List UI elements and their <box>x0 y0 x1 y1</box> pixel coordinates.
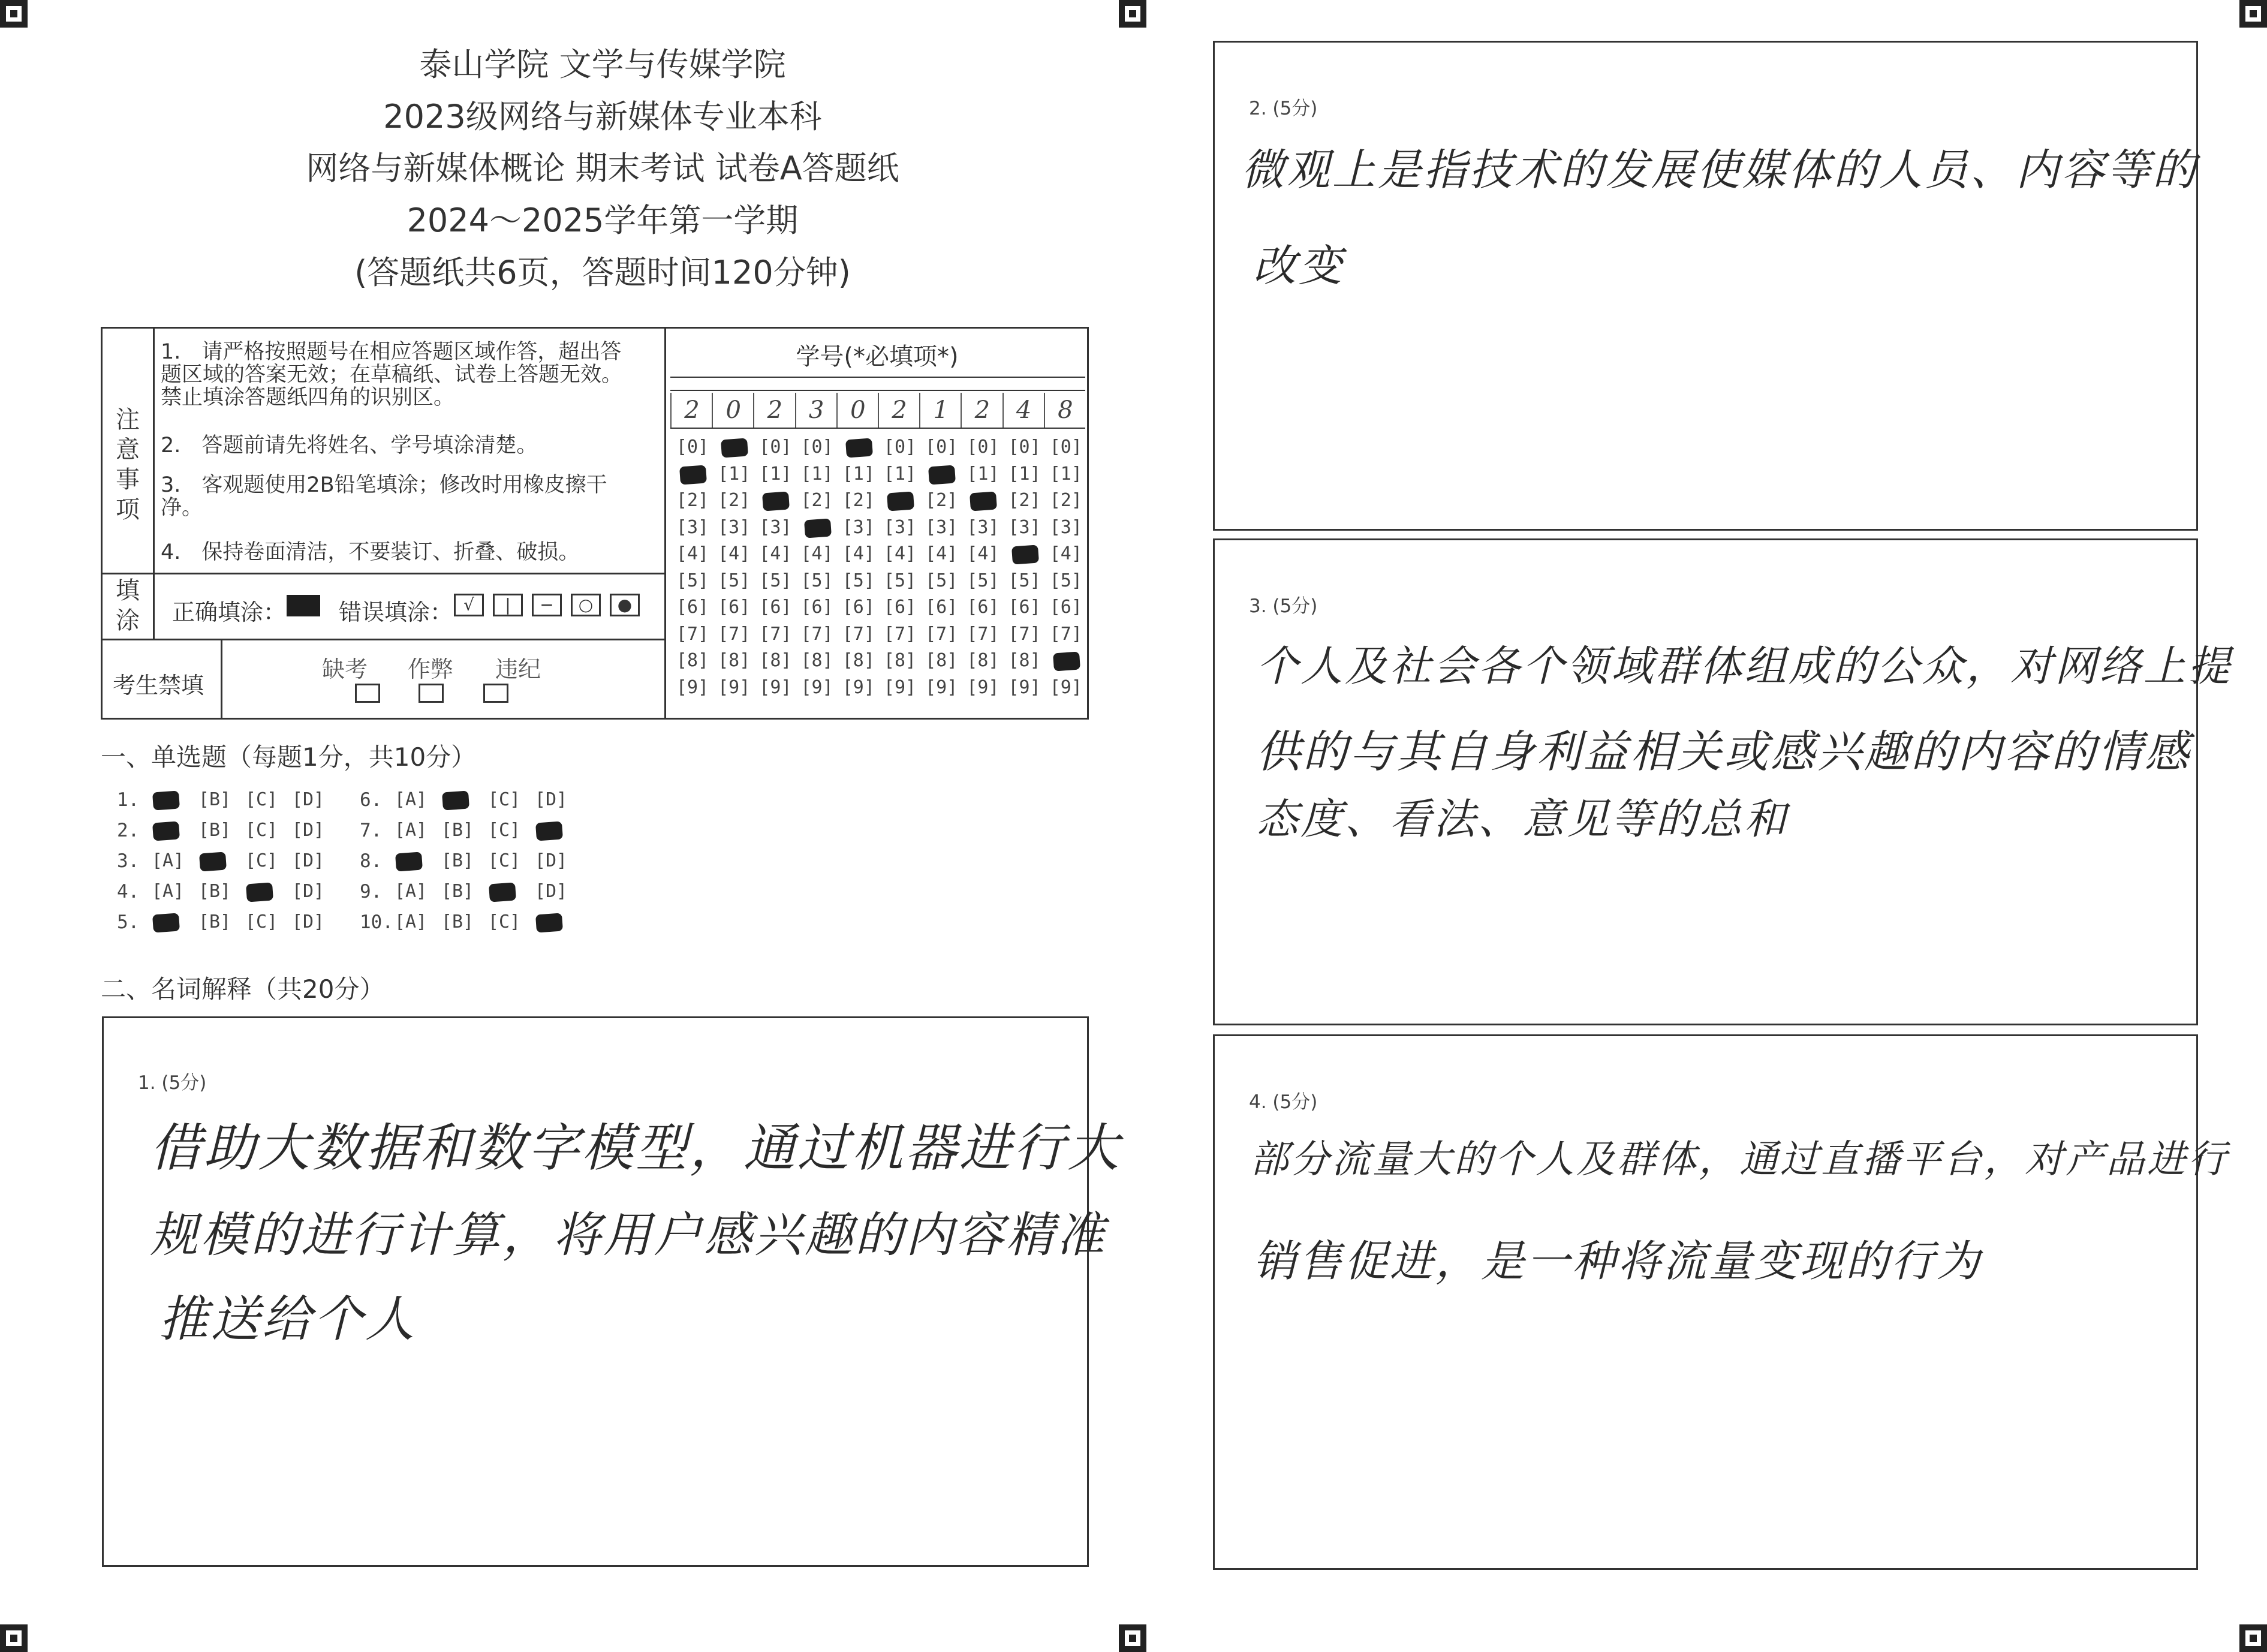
student-id-bubble[interactable]: [7] <box>883 623 917 645</box>
student-id-bubble[interactable]: [6] <box>1008 597 1041 618</box>
mcq-option[interactable]: [C] <box>245 789 278 810</box>
mcq-option[interactable]: [B] <box>441 881 474 902</box>
student-id-bubble[interactable]: [1] <box>1008 463 1041 485</box>
answer-3-label: 3. (5分) <box>1249 595 1318 617</box>
correct-fill-label: 正确填涂： <box>172 599 287 625</box>
mcq-question-number: 8. <box>360 850 383 872</box>
mcq-option[interactable]: [D] <box>534 789 568 810</box>
student-id-bubble[interactable]: [8] <box>967 650 999 671</box>
student-id-bubble[interactable]: [9] <box>1049 676 1082 698</box>
answer-box-2[interactable] <box>1213 41 2198 531</box>
student-id-bubble[interactable]: [3] <box>1008 516 1041 538</box>
student-id-bubble[interactable]: [9] <box>1008 676 1041 698</box>
corner-marker-top-right <box>2239 0 2267 28</box>
student-id-bubble[interactable]: [7] <box>967 623 999 645</box>
banned-label: 考生禁填 <box>113 672 204 699</box>
student-id-bubble[interactable]: [3] <box>967 516 999 538</box>
student-id-bubble[interactable]: [5] <box>1049 570 1082 591</box>
mcq-option[interactable]: [C] <box>487 911 521 932</box>
student-id-bubble[interactable]: [9] <box>883 676 917 698</box>
answer-4-label: 4. (5分) <box>1249 1091 1318 1113</box>
divider <box>670 428 1085 429</box>
student-id-bubble[interactable]: [1] <box>1049 463 1082 485</box>
student-id-bubble[interactable]: [0] <box>676 437 709 458</box>
student-id-bubble[interactable]: [0] <box>925 437 958 458</box>
header-major: 2023级网络与新媒体专业本科 <box>383 98 822 136</box>
student-id-bubble[interactable]: [2] <box>842 490 875 511</box>
answer-4-line-2: 销售促进，是一种将流量变现的行为 <box>1253 1236 1983 1286</box>
student-id-bubble[interactable] <box>964 490 1001 511</box>
student-id-bubble[interactable]: [3] <box>718 516 751 538</box>
student-id-bubble[interactable]: [9] <box>842 676 875 698</box>
mcq-option[interactable]: [C] <box>487 820 521 841</box>
student-id-handwritten-digit: 2 <box>753 393 795 428</box>
mcq-question-number: 3. <box>117 850 140 872</box>
mcq-option[interactable]: [A] <box>151 881 185 902</box>
mcq-option[interactable] <box>436 789 478 810</box>
mcq-option[interactable]: [B] <box>198 789 231 810</box>
mcq-option[interactable]: [C] <box>245 820 278 841</box>
answer-2-label: 2. (5分) <box>1249 98 1318 119</box>
student-id-bubble[interactable]: [6] <box>718 597 751 618</box>
student-id-bubble[interactable]: [0] <box>883 437 917 458</box>
student-id-bubble[interactable]: [6] <box>676 597 709 618</box>
student-id-bubble[interactable]: [5] <box>883 570 917 591</box>
mcq-option[interactable]: [A] <box>394 820 427 841</box>
banned-option-cheat: 作弊 <box>408 656 454 682</box>
mcq-question-number: 9. <box>360 881 383 902</box>
wrong-fill-sample: ○ <box>571 594 601 616</box>
mcq-option[interactable]: [C] <box>245 850 278 871</box>
banned-option-absent: 缺考 <box>322 656 368 682</box>
mcq-option[interactable]: [D] <box>291 850 325 871</box>
fill-label: 填涂 <box>116 577 140 634</box>
mcq-option[interactable]: [B] <box>441 911 474 932</box>
student-id-title: 学号(*必填项*) <box>796 343 959 371</box>
student-id-bubble[interactable] <box>881 490 919 511</box>
student-id-bubble[interactable] <box>757 490 794 511</box>
answer-1-line-2: 规模的进行计算，将用户感兴趣的内容精准 <box>150 1207 1107 1263</box>
student-id-bubble[interactable] <box>1047 650 1085 671</box>
section1-title: 一、单选题（每题1分，共10分） <box>101 742 477 772</box>
answer-box-4[interactable] <box>1213 1034 2198 1570</box>
mcq-question-number: 5. <box>117 911 140 933</box>
student-id-bubble[interactable]: [6] <box>967 597 999 618</box>
mcq-option[interactable]: [D] <box>291 911 325 932</box>
student-id-bubble[interactable]: [9] <box>718 676 751 698</box>
student-id-bubble[interactable]: [4] <box>800 543 833 564</box>
mcq-option[interactable]: [D] <box>291 789 325 810</box>
notice-label: 注意事项 <box>116 406 140 523</box>
student-id-bubble[interactable]: [0] <box>800 437 833 458</box>
student-id-bubble[interactable] <box>715 437 752 458</box>
notice-item-1: 1. 请严格按照题号在相应答题区域作答，超出答题区域的答案无效；在草稿纸、试卷上答题无效。禁止填涂答题纸四角的识别区。 <box>161 340 623 410</box>
student-id-bubble[interactable]: [4] <box>925 543 958 564</box>
student-id-bubble[interactable]: [8] <box>925 650 958 671</box>
student-id-bubble[interactable]: [1] <box>967 463 999 485</box>
mcq-option[interactable]: [B] <box>441 820 474 841</box>
student-id-bubble[interactable]: [5] <box>718 570 751 591</box>
corner-marker-bottom-center <box>1119 1624 1146 1652</box>
answer-1-label: 1. (5分) <box>138 1072 207 1094</box>
student-id-bubble[interactable]: [1] <box>842 463 875 485</box>
header-term: 2024～2025学年第一学期 <box>407 201 799 239</box>
mcq-option[interactable]: [B] <box>198 911 231 932</box>
student-id-handwritten-digit: 0 <box>712 393 754 428</box>
mcq-option[interactable]: [D] <box>291 820 325 841</box>
student-id-bubble[interactable] <box>923 464 960 485</box>
divider <box>670 377 1085 378</box>
mcq-option[interactable] <box>147 911 189 932</box>
mcq-option[interactable] <box>530 911 572 932</box>
student-id-handwritten-digit: 2 <box>670 393 712 428</box>
student-id-handwritten-digit: 8 <box>1044 393 1086 428</box>
mcq-option[interactable] <box>240 881 282 902</box>
student-id-bubble[interactable]: [0] <box>759 437 792 458</box>
header-school: 泰山学院 文学与传媒学院 <box>419 46 786 83</box>
mcq-option[interactable]: [B] <box>441 850 474 871</box>
student-id-bubble[interactable] <box>1006 543 1043 564</box>
student-id-handwritten-digit: 1 <box>919 393 961 428</box>
student-id-bubble[interactable]: [5] <box>759 570 792 591</box>
mcq-question-number: 6. <box>360 789 383 811</box>
mcq-option[interactable]: [C] <box>487 850 521 871</box>
divider <box>221 639 222 720</box>
student-id-bubble[interactable]: [9] <box>759 676 792 698</box>
mcq-option[interactable]: [C] <box>245 911 278 932</box>
student-id-bubble[interactable]: [8] <box>1008 650 1041 671</box>
banned-checkbox-cheat[interactable] <box>419 684 444 703</box>
mcq-question-number: 10. <box>360 911 393 933</box>
answer-4-line-1: 部分流量大的个人及群体，通过直播平台，对产品进行 <box>1250 1138 2229 1182</box>
mcq-question-number: 1. <box>117 789 140 811</box>
student-id-bubble[interactable]: [8] <box>718 650 751 671</box>
notice-item-4: 4. 保持卷面清洁，不要装订、折叠、破损。 <box>161 540 580 564</box>
student-id-bubble[interactable]: [2] <box>800 490 833 511</box>
student-id-bubble[interactable]: [8] <box>883 650 917 671</box>
student-id-bubble[interactable] <box>840 437 877 458</box>
student-id-bubble[interactable]: [4] <box>883 543 917 564</box>
student-id-bubble[interactable]: [3] <box>676 516 709 538</box>
mcq-option[interactable] <box>194 850 236 871</box>
mcq-option[interactable]: [D] <box>534 881 568 902</box>
wrong-fill-sample: − <box>532 594 562 616</box>
student-id-bubble[interactable]: [6] <box>759 597 792 618</box>
student-id-bubble[interactable]: [0] <box>967 437 999 458</box>
answer-3-line-3: 态度、看法、意见等的总和 <box>1256 795 1789 844</box>
answer-2-line-1: 微观上是指技术的发展使媒体的人员、内容等的 <box>1241 145 2199 195</box>
divider <box>101 639 666 640</box>
student-id-bubble[interactable]: [6] <box>883 597 917 618</box>
student-id-handwritten-digit: 2 <box>961 393 1002 428</box>
answer-3-line-2: 供的与其自身利益相关或感兴趣的内容的情感 <box>1256 726 2191 778</box>
student-id-bubble[interactable]: [1] <box>883 463 917 485</box>
answer-1-line-1: 借助大数据和数字模型，通过机器进行大 <box>150 1118 1121 1178</box>
student-id-bubble[interactable]: [0] <box>1049 437 1082 458</box>
student-id-bubble[interactable]: [1] <box>718 463 751 485</box>
answer-1-line-3: 推送给个人 <box>159 1291 417 1348</box>
mcq-option[interactable]: [B] <box>198 820 231 841</box>
student-id-bubble[interactable]: [7] <box>1049 623 1082 645</box>
student-id-bubble[interactable]: [2] <box>676 490 709 511</box>
student-id-bubble[interactable]: [7] <box>718 623 751 645</box>
student-id-bubble[interactable]: [8] <box>842 650 875 671</box>
mcq-option[interactable] <box>147 820 189 841</box>
mcq-option[interactable]: [A] <box>394 911 427 932</box>
header-note: (答题纸共6页，答题时间120分钟) <box>354 254 851 291</box>
mcq-option[interactable] <box>530 820 572 841</box>
student-id-bubble[interactable]: [3] <box>759 516 792 538</box>
answer-2-line-2: 改变 <box>1253 240 1345 291</box>
banned-option-violation: 违纪 <box>495 656 541 682</box>
student-id-bubble[interactable]: [2] <box>1049 490 1082 511</box>
divider <box>664 327 666 720</box>
mcq-option[interactable]: [A] <box>394 789 427 810</box>
student-id-bubble[interactable]: [5] <box>925 570 958 591</box>
student-id-bubble[interactable]: [8] <box>800 650 833 671</box>
student-id-bubble[interactable]: [5] <box>842 570 875 591</box>
student-id-bubble[interactable]: [2] <box>718 490 751 511</box>
answer-box-3[interactable] <box>1213 538 2198 1025</box>
student-id-bubble[interactable]: [6] <box>800 597 833 618</box>
student-id-handwritten-digit: 0 <box>836 393 878 428</box>
corner-marker-bottom-right <box>2239 1624 2267 1652</box>
mcq-option[interactable]: [C] <box>487 789 521 810</box>
student-id-bubble[interactable]: [1] <box>800 463 833 485</box>
student-id-bubble[interactable]: [0] <box>1008 437 1041 458</box>
divider <box>153 327 155 639</box>
student-id-bubble[interactable]: [9] <box>925 676 958 698</box>
wrong-fill-label: 错误填涂： <box>339 599 453 625</box>
divider <box>101 573 666 574</box>
notice-item-2: 2. 答题前请先将姓名、学号填涂清楚。 <box>161 434 538 458</box>
student-id-bubble[interactable]: [2] <box>1008 490 1041 511</box>
header-exam-title: 网络与新媒体概论 期末考试 试卷A答题纸 <box>306 149 899 187</box>
banned-checkbox-violation[interactable] <box>483 684 508 703</box>
student-id-bubble[interactable]: [3] <box>883 516 917 538</box>
section2-title: 二、名词解释（共20分） <box>101 974 385 1004</box>
student-id-bubble[interactable]: [5] <box>1008 570 1041 591</box>
corner-marker-top-left <box>0 0 28 28</box>
student-id-bubble[interactable]: [7] <box>925 623 958 645</box>
student-id-handwritten-digit: 4 <box>1002 393 1044 428</box>
mcq-question-number: 4. <box>117 881 140 902</box>
student-id-bubble[interactable]: [7] <box>676 623 709 645</box>
student-id-bubble[interactable]: [4] <box>676 543 709 564</box>
mcq-option[interactable]: [A] <box>394 881 427 902</box>
student-id-bubble[interactable]: [3] <box>1049 516 1082 538</box>
corner-marker-top-center <box>1119 0 1146 28</box>
student-id-bubble[interactable]: [1] <box>759 463 792 485</box>
student-id-bubble[interactable]: [4] <box>967 543 999 564</box>
student-id-bubble[interactable]: [9] <box>967 676 999 698</box>
student-id-bubble[interactable]: [7] <box>1008 623 1041 645</box>
mcq-option[interactable] <box>147 789 189 810</box>
student-id-bubble[interactable]: [4] <box>759 543 792 564</box>
divider <box>670 390 1085 391</box>
wrong-fill-sample: √ <box>454 594 484 616</box>
student-id-bubble[interactable]: [4] <box>718 543 751 564</box>
student-id-bubble[interactable]: [8] <box>676 650 709 671</box>
wrong-fill-sample: | <box>493 594 523 616</box>
answer-3-line-1: 个人及社会各个领域群体组成的公众，对网络上提 <box>1256 642 2232 691</box>
mcq-option[interactable] <box>483 881 525 902</box>
student-id-bubble[interactable]: [7] <box>800 623 833 645</box>
student-id-bubble[interactable]: [5] <box>800 570 833 591</box>
student-id-bubble[interactable]: [5] <box>676 570 709 591</box>
wrong-fill-sample: ● <box>610 594 640 616</box>
student-id-handwritten-digit: 3 <box>795 393 837 428</box>
mcq-question-number: 7. <box>360 820 383 841</box>
student-id-bubble[interactable]: [3] <box>925 516 958 538</box>
student-id-bubble[interactable] <box>799 517 836 538</box>
mcq-option[interactable] <box>390 850 432 871</box>
student-id-bubble[interactable]: [4] <box>1049 543 1082 564</box>
student-id-bubble[interactable]: [7] <box>759 623 792 645</box>
student-id-bubble[interactable]: [9] <box>676 676 709 698</box>
correct-fill-sample <box>287 595 320 616</box>
notice-item-3: 3. 客观题使用2B铅笔填涂；修改时用橡皮擦干净。 <box>161 473 607 520</box>
mcq-option[interactable]: [A] <box>151 850 185 871</box>
student-id-bubble[interactable]: [6] <box>842 597 875 618</box>
student-id-handwritten-digit: 2 <box>878 393 920 428</box>
mcq-option[interactable]: [D] <box>534 850 568 871</box>
student-id-bubble[interactable]: [2] <box>925 490 958 511</box>
corner-marker-bottom-left <box>0 1624 28 1652</box>
student-id-bubble[interactable]: [5] <box>967 570 999 591</box>
student-id-bubble[interactable]: [6] <box>925 597 958 618</box>
student-id-bubble[interactable]: [6] <box>1049 597 1082 618</box>
student-id-bubble[interactable]: [4] <box>842 543 875 564</box>
banned-checkbox-absent[interactable] <box>355 684 380 703</box>
student-id-bubble[interactable]: [3] <box>842 516 875 538</box>
student-id-bubble[interactable]: [9] <box>800 676 833 698</box>
student-id-bubble[interactable]: [7] <box>842 623 875 645</box>
student-id-bubble[interactable]: [8] <box>759 650 792 671</box>
mcq-question-number: 2. <box>117 820 140 841</box>
mcq-option[interactable]: [D] <box>291 881 325 902</box>
student-id-bubble[interactable] <box>674 464 711 485</box>
mcq-option[interactable]: [B] <box>198 881 231 902</box>
